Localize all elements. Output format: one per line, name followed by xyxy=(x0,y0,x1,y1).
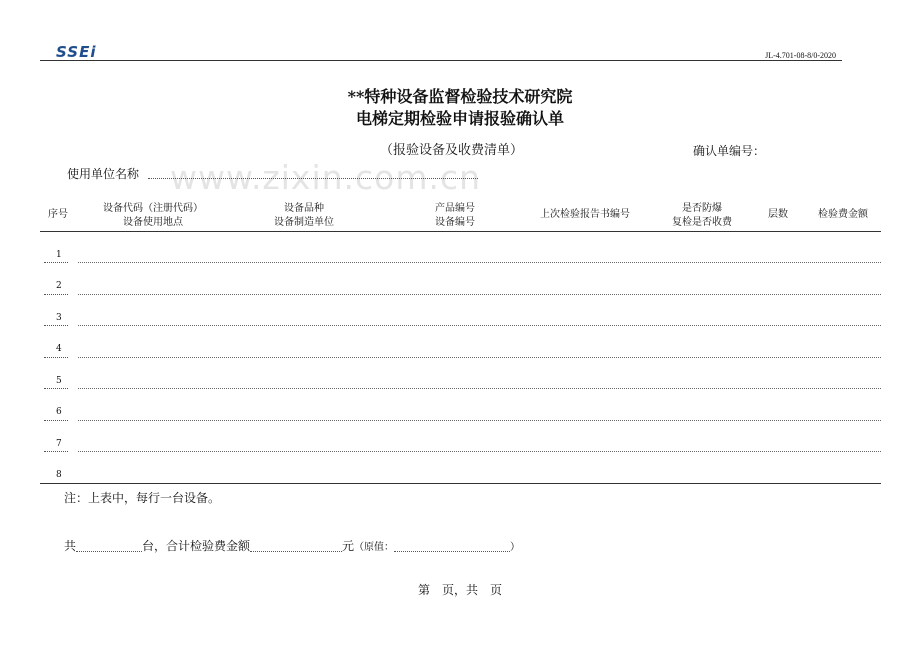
row-number-underline xyxy=(44,357,68,358)
row-number-underline xyxy=(44,262,68,263)
original-value-field[interactable] xyxy=(394,539,510,552)
row-number: 2 xyxy=(56,281,62,291)
col-header-last-report: 上次检验报告书编号 xyxy=(540,209,630,220)
row-number-underline xyxy=(44,451,68,452)
row-number-underline xyxy=(44,325,68,326)
original-value-close: ） xyxy=(510,542,521,553)
header-rule xyxy=(40,60,842,61)
user-unit-label: 使用单位名称 xyxy=(67,167,140,181)
table-row[interactable] xyxy=(78,388,881,389)
col-header-product-number: 产品编号 设备编号 xyxy=(435,203,475,228)
table-row[interactable] xyxy=(78,451,881,452)
original-value-label: （原值： xyxy=(354,542,395,553)
user-unit-field[interactable] xyxy=(148,178,478,179)
row-number-underline xyxy=(44,294,68,295)
row-number: 6 xyxy=(56,407,62,417)
table-note: 注：上表中，每行一台设备。 xyxy=(64,491,221,505)
col-header-device-type: 设备品种 设备制造单位 xyxy=(274,203,334,228)
form-subtitle: （报验设备及收费清单） xyxy=(380,143,524,158)
confirmation-number-label: 确认单编号： xyxy=(693,144,766,158)
summary-yuan: 元 xyxy=(342,539,355,553)
row-number-underline xyxy=(44,420,68,421)
row-number: 1 xyxy=(56,250,62,260)
page-footer: 第 页，共 页 xyxy=(417,583,502,597)
ssei-logo: SSEi xyxy=(56,43,97,61)
summary-line xyxy=(64,537,520,554)
row-number-underline xyxy=(44,388,68,389)
form-title: 电梯定期检验申请报验确认单 xyxy=(355,109,564,128)
institute-title: **特种设备监督检验技术研究院 xyxy=(347,87,573,106)
row-number: 8 xyxy=(56,470,62,480)
table-bottom-rule xyxy=(40,483,881,484)
table-row[interactable] xyxy=(78,294,881,295)
row-number: 3 xyxy=(56,313,62,323)
table-row[interactable] xyxy=(78,357,881,358)
col-header-index: 序号 xyxy=(48,209,68,220)
row-number: 4 xyxy=(56,344,62,354)
unit-count-field[interactable] xyxy=(76,539,142,552)
summary-unit-text: 台，合计检验费金额 xyxy=(142,539,251,553)
row-number: 5 xyxy=(56,376,62,386)
col-header-explosion-proof: 是否防爆 复检是否收费 xyxy=(672,203,732,228)
watermark: www.zixin.com.cn xyxy=(170,158,482,197)
col-header-fee: 检验费金额 xyxy=(818,209,868,220)
document-number: JL-4.701-08-8/0-2020 xyxy=(765,51,836,60)
summary-prefix: 共 xyxy=(64,539,77,553)
table-row[interactable] xyxy=(78,420,881,421)
row-number: 7 xyxy=(56,439,62,449)
total-fee-field[interactable] xyxy=(250,539,342,552)
table-row[interactable] xyxy=(78,325,881,326)
col-header-floors: 层数 xyxy=(768,209,788,220)
table-row[interactable] xyxy=(78,262,881,263)
table-header-rule xyxy=(40,231,881,232)
col-header-device-code: 设备代码（注册代码） 设备使用地点 xyxy=(103,203,203,228)
